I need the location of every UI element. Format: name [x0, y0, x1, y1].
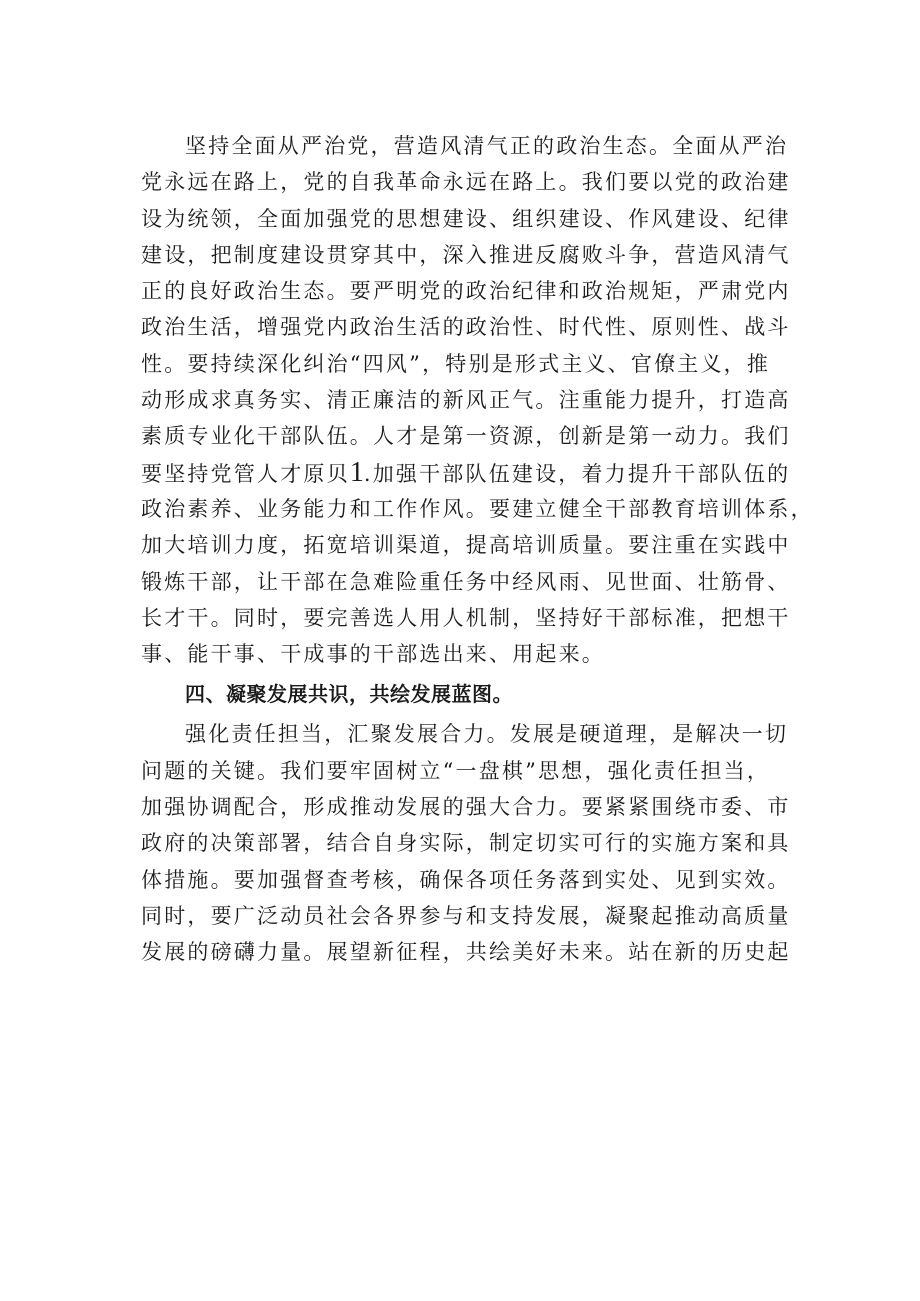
- document-body: [141, 128, 814, 971]
- paragraph-line: 政治素养、业务能力和工作作风。要建立健全干部教育培训体系，: [141, 496, 814, 521]
- paragraph-line: 事、能干事、干成事的干部选出来、用起来。: [141, 642, 605, 667]
- paragraph-line: 党永远在路上，党的自我革命永远在路上。我们要以党的政治建: [141, 170, 791, 195]
- paragraph-line: 同时，要广泛动员社会各界参与和支持发展，凝聚起推动高质量: [141, 903, 791, 928]
- paragraph-line: 建设，把制度建设贯穿其中，深入推进反腐败斗争，营造风清气: [141, 242, 791, 267]
- paragraph-line: 素质专业化干部队伍。人才是第一资源，创新是第一动力。我们: [141, 424, 791, 449]
- section-heading: 四、凝聚发展共识，共绘发展蓝图。: [185, 682, 513, 707]
- paragraph-line: 坚持全面从严治党，营造风清气正的政治生态。全面从严治: [185, 134, 789, 158]
- paragraph-line: 锻炼干部，让干部在急难险重任务中经风雨、见世面、壮筋骨、: [141, 569, 791, 594]
- paragraph-line: 强化责任担当，汇聚发展合力。发展是硬道理，是解决一切: [185, 722, 789, 747]
- line-text-pre: 要坚持党管人才原贝: [141, 461, 350, 486]
- paragraph-line: 政治生活，增强党内政治生活的政治性、时代性、原则性、战斗: [141, 315, 791, 340]
- paragraph-line: 问题的关键。我们要牢固树立“一盘棋”思想，强化责任担当，: [141, 758, 771, 783]
- paragraph-line: 长才干。同时，要完善选人用人机制，坚持好干部标准，把想干: [141, 605, 791, 630]
- paragraph-line: 正的良好政治生态。要严明党的政治纪律和政治规矩，严肃党内: [141, 279, 791, 304]
- paragraph-line: 性。要持续深化纠治“四风”，特别是形式主义、官僚主义，推: [141, 351, 771, 376]
- paragraph-line: 发展的磅礴力量。展望新征程，共绘美好未来。站在新的历史起: [141, 940, 791, 965]
- paragraph-line: 加强协调配合，形成推动发展的强大合力。要紧紧围绕市委、市: [141, 795, 791, 820]
- paragraph-line: 政府的决策部署，结合自身实际，制定切实可行的实施方案和具: [141, 831, 791, 856]
- paragraph-line: 动形成求真务实、清正廉洁的新风正气。注重能力提升，打造高: [141, 388, 791, 413]
- paragraph-line: 设为统领，全面加强党的思想建设、组织建设、作风建设、纪律: [141, 206, 791, 231]
- list-number: 1: [349, 456, 364, 488]
- paragraph-line: 体措施。要加强督查考核，确保各项任务落到实处、见到实效。: [141, 867, 791, 892]
- paragraph-line: 加大培训力度，拓宽培训渠道，提高培训质量。要注重在实践中: [141, 533, 791, 558]
- paragraph-line-mixed: [141, 455, 791, 491]
- line-text-post: .加强干部队伍建设，着力提升干部队伍的: [363, 461, 791, 486]
